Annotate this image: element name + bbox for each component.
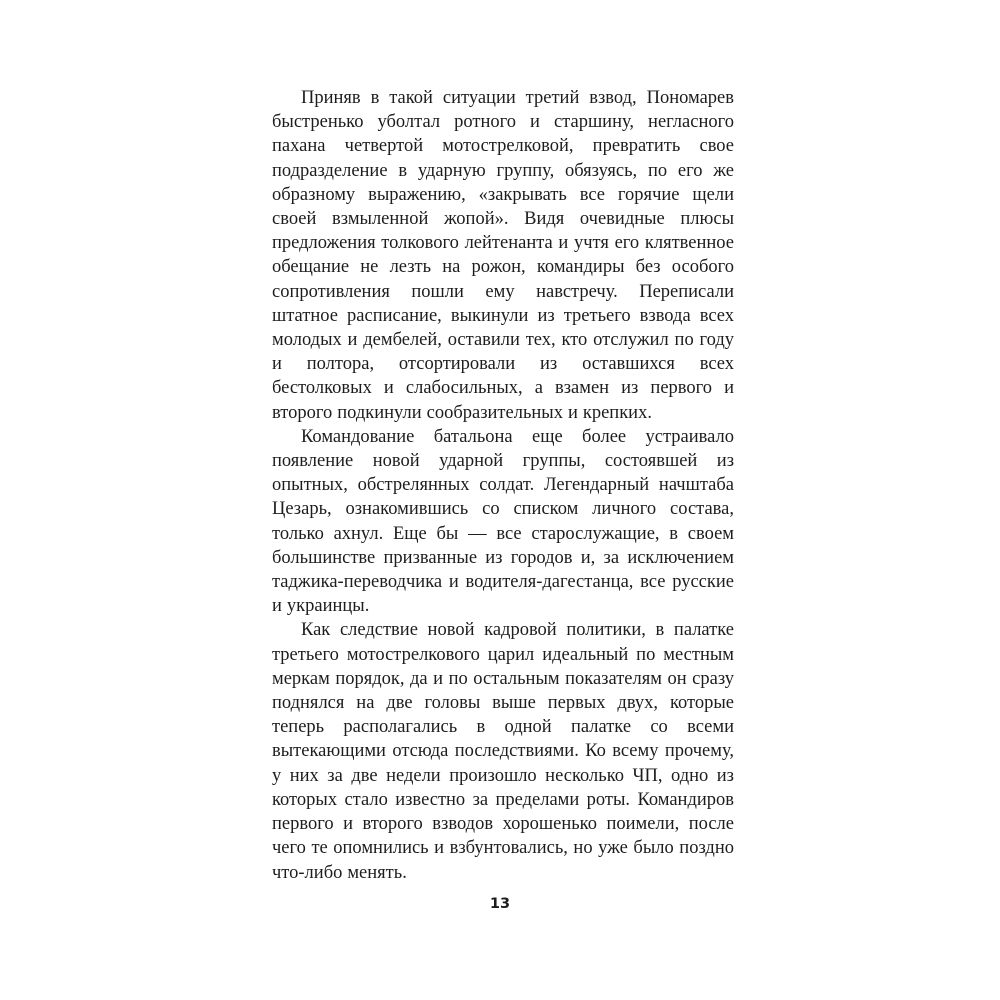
paragraph-1: Приняв в такой ситуации третий взвод, Пономарев быстренько уболтал ротного и старшину, негласного пахана четвертой мотострелковой, превратить свое подразделение в ударную группу, обязуясь, по его же образному выражению, «закрывать все горячие щели своей взмыленной жопой». Видя очевидные плюсы предложения толкового лейтенанта и учтя его клятвенное обещание не лезть на рожон, командиры без особого сопротивления пошли ему навстречу. Переписали штатное расписание, выкинули из третьего взвода всех молодых и дембелей, оставили тех, кто отслужил по году и полтора, отсортировали из оставшихся всех бестолковых и слабосильных, а взамен из первого и второго подкинули сообразительных и крепких. xyxy=(272,88,734,423)
paragraph-3: Как следствие новой кадровой политики, в палатке третьего мотострелкового царил идеальный по местным меркам порядок, да и по остальным показателям он сразу поднялся на две головы выше первых двух, которые теперь располагались в одной палатке со всеми вытекающими отсюда последствиями. Ко всему прочему, у них за две недели произошло несколько ЧП, одно из которых стало известно за пределами роты. Командиров первого и второго взводов хорошенько поимели, после чего те опомнились и взбунтовались, но уже было поздно что-либо менять. xyxy=(272,620,734,883)
paragraph-2: Командование батальона еще более устраивало появление новой ударной группы, состоявшей из опытных, обстрелянных солдат. Легендарный начштаба Цезарь, ознакомившись со списком личного состава, только ахнул. Еще бы — все старослужащие, в своем большинстве призванные из городов и, за исключением таджика-переводчика и водителя-дагестанца, все русские и украинцы. xyxy=(272,426,734,617)
page-number: 13 xyxy=(489,896,511,912)
page-text-block xyxy=(272,86,734,885)
